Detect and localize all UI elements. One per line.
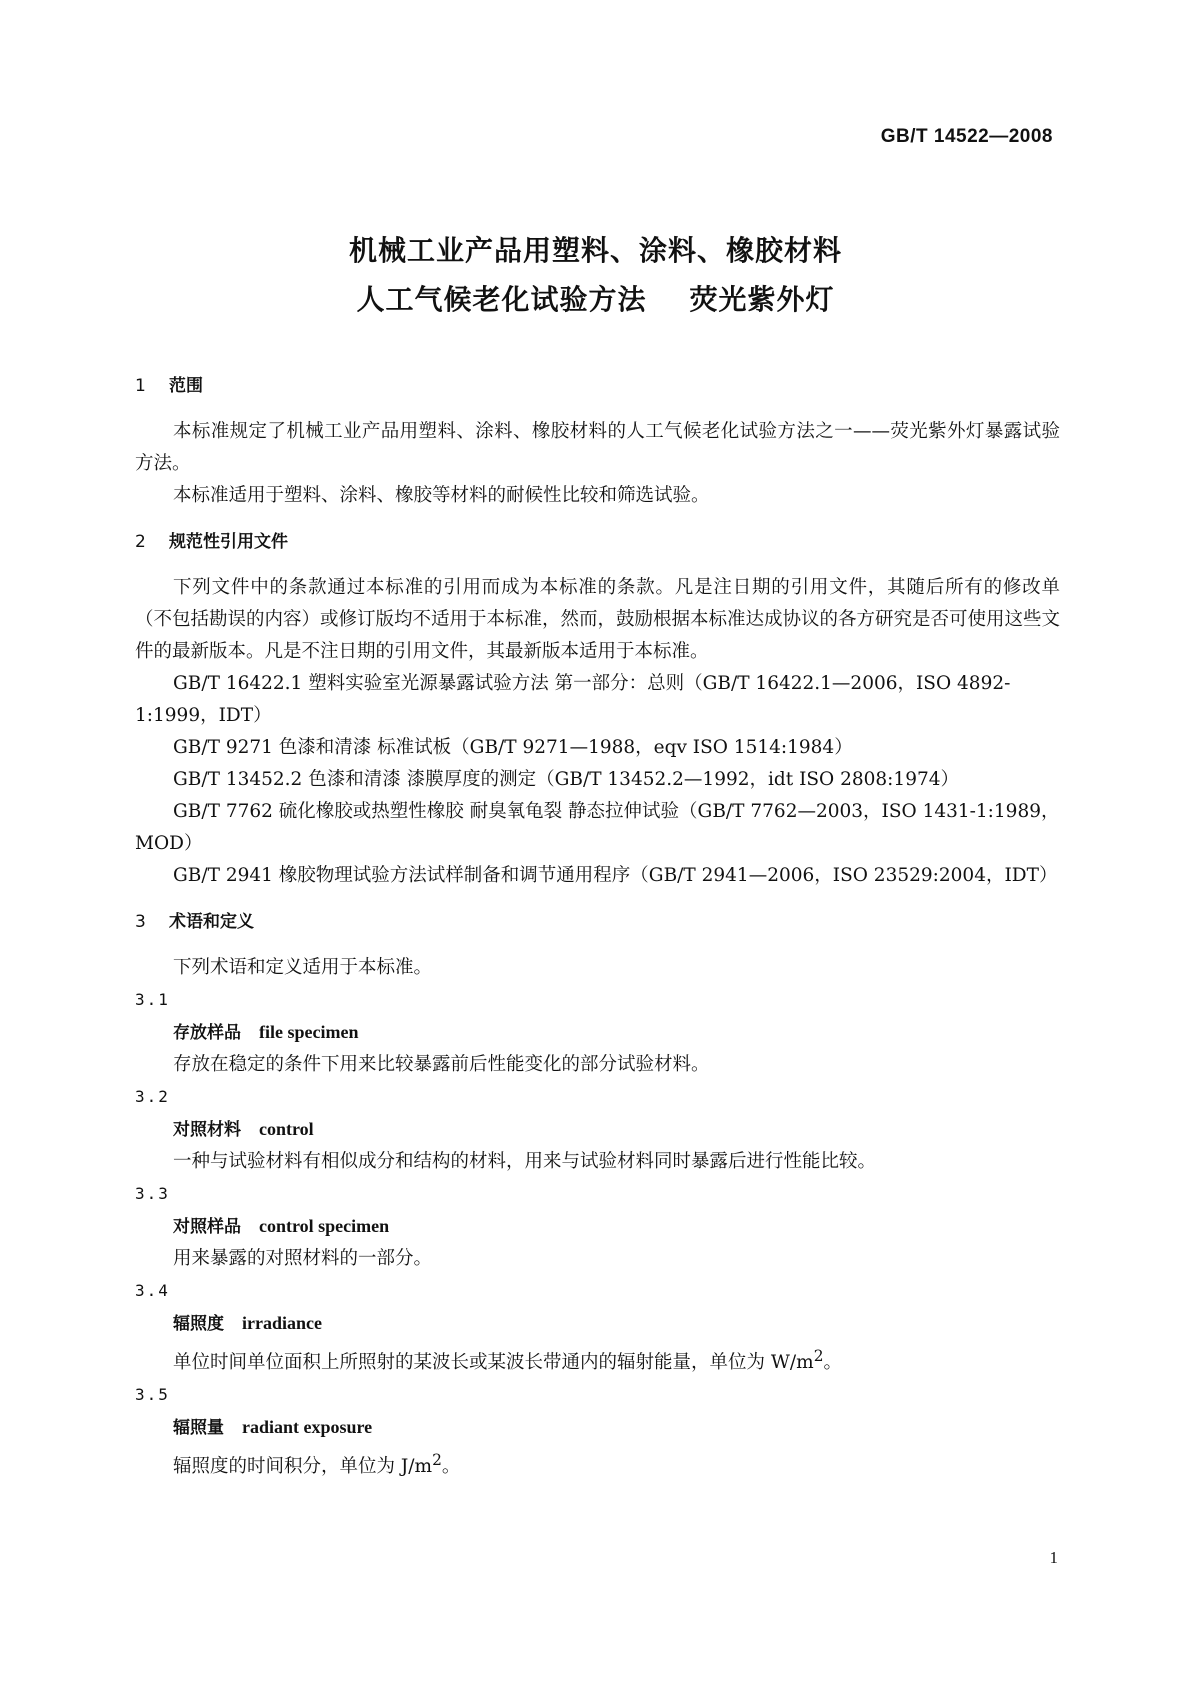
definition-end: 。: [823, 1352, 843, 1374]
definition-end: 。: [441, 1456, 461, 1478]
reference-item: GB/T 7762 硫化橡胶或热塑性橡胶 耐臭氧龟裂 静态拉伸试验（GB/T 7762—2003，ISO 1431-1:1989，MOD）: [135, 801, 1060, 854]
title-line-2: 人工气候老化试验方法 荧光紫外灯: [356, 283, 835, 316]
section-1-paragraph-1: 本标准规定了机械工业产品用塑料、涂料、橡胶材料的人工气候老化试验方法之一——荧光紫外灯暴露试验方法。: [135, 421, 1060, 474]
section-1-paragraph-2: 本标准适用于塑料、涂料、橡胶等材料的耐候性比较和筛选试验。: [173, 485, 710, 506]
term-chinese: 存放样品: [173, 1023, 241, 1043]
term-number: 3.5: [135, 1385, 170, 1405]
term-definition: 存放在稳定的条件下用来比较暴露前后性能变化的部分试验材料。: [173, 1054, 710, 1075]
term-number: 3.3: [135, 1184, 170, 1203]
term-chinese: 辐照度: [173, 1314, 224, 1334]
term-number: 3.2: [135, 1087, 170, 1106]
reference-item: GB/T 9271 色漆和清漆 标准试板（GB/T 9271—1988，eqv ISO 1514:1984）: [173, 737, 853, 758]
section-title: 范围: [169, 376, 203, 396]
page-number: 1: [1049, 1548, 1058, 1567]
title-line-1: 机械工业产品用塑料、涂料、橡胶材料: [348, 234, 842, 267]
document-body: [135, 370, 1060, 1483]
term-number: 3.1: [135, 990, 170, 1009]
term-definition: 一种与试验材料有相似成分和结构的材料，用来与试验材料同时暴露后进行性能比较。: [173, 1151, 877, 1172]
section-number: 1: [135, 376, 146, 396]
term-chinese: 对照样品: [173, 1217, 241, 1237]
term-number: 3.4: [135, 1281, 170, 1300]
term-heading: [135, 1016, 1060, 1049]
section-title: 规范性引用文件: [169, 532, 288, 552]
reference-item: GB/T 2941 橡胶物理试验方法试样制备和调节通用程序（GB/T 2941—2006，ISO 23529:2004，IDT）: [173, 865, 1058, 886]
section-1-heading: [135, 370, 1060, 402]
term-english: file specimen: [259, 1022, 359, 1042]
standard-number: GB/T 14522—2008: [880, 126, 1053, 147]
document-title: [0, 226, 1191, 324]
term-definition: [135, 1340, 1060, 1379]
term-english: radiant exposure: [242, 1417, 373, 1438]
term-english: control: [259, 1119, 314, 1139]
term-english: irradiance: [242, 1313, 322, 1333]
term-definition: 用来暴露的对照材料的一部分。: [173, 1248, 433, 1269]
definition-text: 辐照度的时间积分，单位为 J/m: [173, 1456, 433, 1478]
term-chinese: 辐照量: [173, 1418, 224, 1439]
section-3-heading: [135, 906, 1060, 938]
term-heading: [135, 1113, 1060, 1146]
term-heading: [135, 1307, 1060, 1340]
term-english: control specimen: [259, 1216, 390, 1236]
section-number: 2: [135, 532, 146, 552]
reference-item: GB/T 13452.2 色漆和清漆 漆膜厚度的测定（GB/T 13452.2—1992，idt ISO 2808:1974）: [173, 769, 959, 790]
section-2-paragraph-1: 下列文件中的条款通过本标准的引用而成为本标准的条款。凡是注日期的引用文件，其随后所有的修改单（不包括勘误的内容）或修订版均不适用于本标准，然而，鼓励根据本标准达成协议的各方研究是否可使用这些文件的最新版本。凡是不注日期的引用文件，其最新版本适用于本标准。: [135, 577, 1061, 662]
section-3-intro: 下列术语和定义适用于本标准。: [173, 957, 433, 978]
superscript: 2: [813, 1347, 824, 1365]
superscript: 2: [432, 1451, 442, 1470]
reference-item: GB/T 16422.1 塑料实验室光源暴露试验方法 第一部分：总则（GB/T 16422.1—2006，ISO 4892-1:1999，IDT）: [135, 673, 1011, 726]
section-title: 术语和定义: [169, 912, 254, 932]
definition-text: 单位时间单位面积上所照射的某波长或某波长带通内的辐射能量，单位为 W/m: [173, 1352, 814, 1374]
term-definition: [135, 1444, 1060, 1483]
term-chinese: 对照材料: [173, 1120, 241, 1140]
section-number: 3: [135, 912, 146, 932]
term-heading: [135, 1411, 1060, 1444]
term-heading: [135, 1210, 1060, 1243]
section-2-heading: [135, 526, 1060, 558]
